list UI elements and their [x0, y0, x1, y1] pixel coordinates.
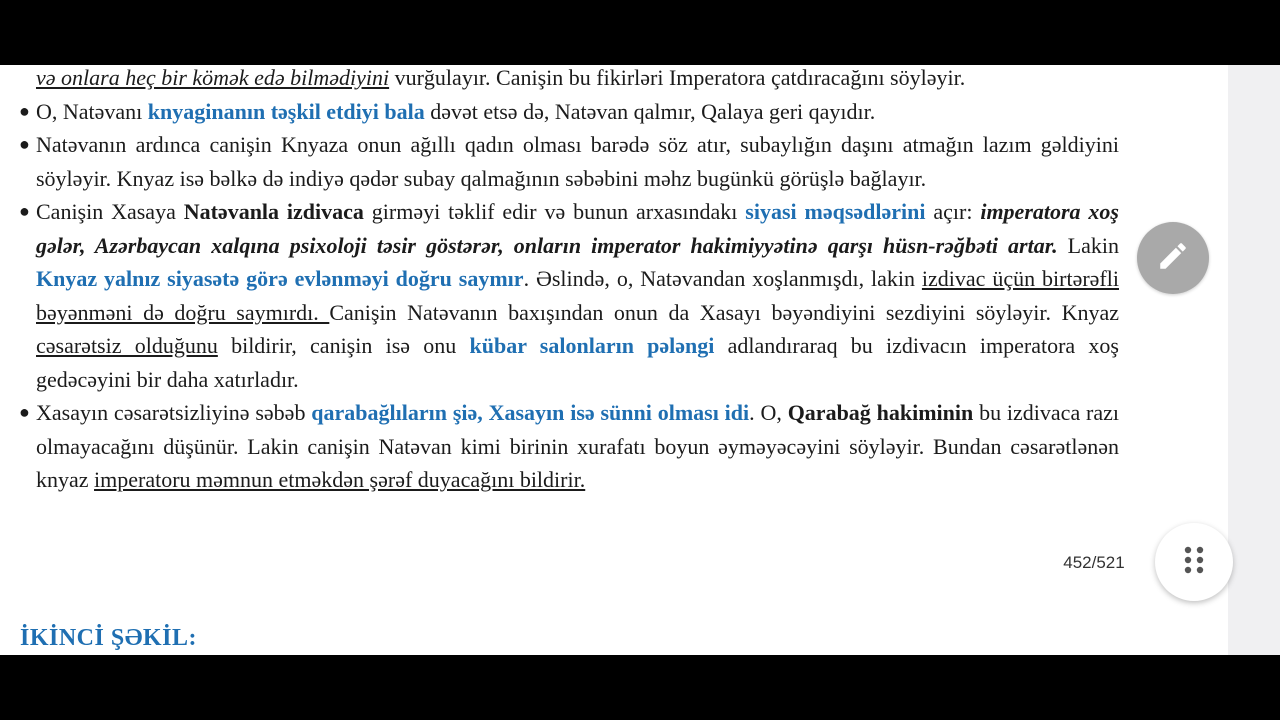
text-run: bu izdivaca razı olmayacağını düşünür. Lakin canişin Natəvan kimi birinin xurafatı boyun əyməyəcəyini söyləyir. Bundan cəsarətlənən knyaz — [36, 400, 1120, 492]
bullet-icon: ● — [19, 402, 30, 422]
scrollbar-track[interactable] — [1228, 65, 1280, 655]
page-navigator-button[interactable] — [1155, 523, 1233, 601]
section-heading: İKİNCİ ŞƏKİL: — [20, 625, 197, 651]
highlight-phrase: qarabağlıların şiə, Xasayın isə sünni olması idi — [311, 400, 750, 425]
text-run: . O, — [749, 400, 788, 425]
bullet-icon: ● — [19, 201, 30, 221]
bold-phrase: Qarabağ hakiminin — [787, 400, 974, 425]
text-run: dəvət etsə də, Natəvan qalmır, Qalaya geri qayıdır. — [424, 98, 876, 124]
text-run: Canişin Natəvanın baxışından onun da Xasayı bəyəndiyini sezdiyini söyləyir. Knyaz — [329, 299, 1119, 325]
underlined-phrase: imperatoru məmnun etməkdən şərəf duyacağını bildirir. — [94, 467, 586, 492]
bullet-item — [19, 396, 1120, 497]
bullet-item — [19, 128, 1119, 195]
pencil-icon — [1156, 239, 1190, 278]
bold-phrase: Natəvanla izdivaca — [183, 199, 364, 224]
highlight-phrase: kübar salonların pələngi — [469, 333, 715, 358]
highlight-phrase: Knyaz yalnız siyasətə görə evlənməyi doğru saymır — [36, 266, 524, 291]
paragraph-continuation — [36, 65, 1119, 95]
pdf-viewer[interactable] — [0, 65, 1280, 655]
text-run: Lakin — [1057, 232, 1119, 258]
text-run: açır: — [925, 199, 981, 224]
text-run: girməyi təklif edir və bunun arxasındakı — [363, 199, 746, 224]
edit-button[interactable] — [1137, 222, 1209, 294]
bold-italic-phrase: imperatora xoş gələr, Azərbaycan xalqına psixoloji təsir göstərər, onların imperator hakimiyyətinə qarşı hüsn-rəğbəti artar. — [36, 199, 1119, 258]
letterbox-top — [0, 0, 1280, 65]
text-run: Natəvanın ardınca canişin Knyaza onun ağıllı qadın olması barədə söz atır, subaylığın daşını atmağın lazım gəldiyini söyləyir. Knyaz isə bəlkə də indiyə qədər subay qalmağının səbəbini məhz bugünkü görüşlə bağlayır. — [36, 132, 1119, 191]
text-run: Xasayın cəsarətsizliyinə səbəb — [36, 400, 312, 425]
text-run: adlandıraraq bu izdivacın imperatora xoş gedəcəyini bir daha xatırladır. — [36, 333, 1119, 392]
underlined-phrase: izdivac üçün birtərəfli bəyənməni də doğru saymırdı. — [36, 266, 1119, 325]
document-page — [0, 65, 1228, 655]
underlined-phrase: və onlara heç bir kömək edə bilmədiyini — [36, 65, 390, 90]
document-body — [19, 65, 1120, 497]
highlight-phrase: siyasi məqsədlərini — [745, 199, 926, 224]
highlight-phrase: knyaginanın təşkil etdiyi bala — [147, 98, 425, 124]
text-run: bildirir, canişin isə onu — [217, 333, 470, 358]
bullet-item — [19, 195, 1119, 396]
page-counter: 452/521 — [1048, 547, 1140, 579]
bullet-icon: ● — [19, 100, 30, 121]
drag-grid-icon — [1183, 545, 1205, 580]
underlined-phrase: cəsarətsiz olduğunu — [36, 333, 218, 358]
bullet-icon: ● — [19, 134, 30, 154]
text-run: O, Natəvanı — [36, 98, 148, 124]
letterbox-bottom — [0, 655, 1280, 720]
text-run: . Əslində, o, Natəvandan xoşlanmışdı, lakin — [523, 266, 922, 291]
text-run: Canişin Xasaya — [36, 199, 184, 224]
bullet-item — [19, 95, 1119, 129]
text-run: vurğulayır. Canişin bu fikirləri Imperatora çatdıracağını söyləyir. — [389, 65, 966, 90]
